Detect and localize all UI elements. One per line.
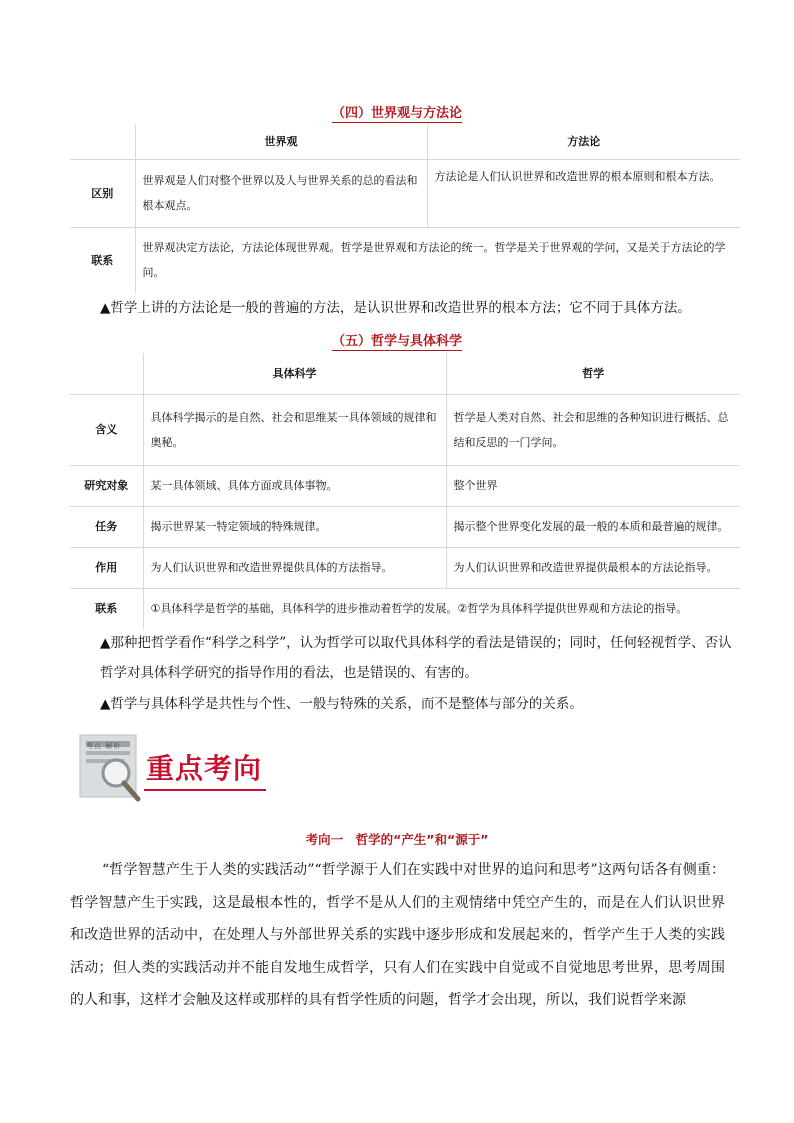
table-header-row [70,353,740,394]
cell-philosophy-function: 为人们认识世界和改造世界提供最根本的方法论指导。 [446,547,740,588]
kaoxiang1-title: 考向一 哲学的“产生”和“源于” [305,832,489,847]
kaoxiang1-paragraph: “哲学智慧产生于人类的实践活动”“哲学源于人们在实践中对世界的追问和思考”这两句话各有侧重：哲学智慧产生于实践，这是最根本性的，哲学不是从人们的主观情绪中凭空产生的，而是在人们认识世界和改造世界的活动中，在处理人与外部世界关系的实践中逐步形成和发展起来的，哲学产生于人类的实践活动；但人类的实践活动并不能自发地生成哲学，只有人们在实践中自觉或不自觉地思考世界，思考周围的人和事，这样才会触及这样或那样的具有哲学性质的问题，哲学才会出现，所以，我们说哲学来源 [70,862,725,1008]
philosophy-science-table [70,353,740,629]
header-specific-science: 具体科学 [143,353,446,394]
cell-methodology-difference: 方法论是人们认识世界和改造世界的根本原则和根本方法。 [427,159,740,227]
cell-philosophy-task: 揭示整个世界变化发展的最一般的本质和最普遍的规律。 [446,506,740,547]
table-row [70,506,740,547]
row-label-connection: 联系 [70,588,143,629]
icon-caption: 考点 解析 [86,742,122,750]
row-label-object: 研究对象 [70,465,143,506]
cell-philosophy-meaning: 哲学是人类对自然、社会和思维的各种知识进行概括、总结和反思的一门学问。 [446,394,740,465]
cell-worldview-difference: 世界观是人们对整个世界以及人与世界关系的总的看法和根本观点。 [135,159,427,227]
banner-underline [144,789,266,791]
table-row [70,588,740,629]
section4-title: （四）世界观与方法论 [331,106,462,121]
cell-connection: ①具体科学是哲学的基础，具体科学的进步推动着哲学的发展。②哲学为具体科学提供世界观和方法论的指导。 [143,588,740,629]
row-label-task: 任务 [70,506,143,547]
worldview-methodology-table [70,125,740,293]
cell-science-meaning: 具体科学揭示的是自然、社会和思维某一具体领域的规律和奥秘。 [143,394,446,465]
table-header-row [70,125,740,159]
row-label-meaning: 含义 [70,394,143,465]
section4-note: ▲哲学上讲的方法论是一般的普遍的方法，是认识世界和改造世界的根本方法；它不同于具体方法。 [100,300,691,316]
banner-title: 重点考向 [146,752,263,785]
key-points-banner [78,733,288,805]
section5-note2: ▲哲学与具体科学是共性与个性、一般与特殊的关系，而不是整体与部分的关系。 [100,696,583,712]
cell-science-object: 某一具体领域、具体方面或具体事物。 [143,465,446,506]
header-empty [70,125,135,159]
table-row [70,394,740,465]
header-methodology: 方法论 [427,125,740,159]
table-row [70,227,740,293]
cell-science-task: 揭示世界某一特定领域的特殊规律。 [143,506,446,547]
cell-connection: 世界观决定方法论，方法论体现世界观。哲学是世界观和方法论的统一。哲学是关于世界观的学问，又是关于方法论的学问。 [135,227,740,293]
table-row [70,465,740,506]
header-worldview: 世界观 [135,125,427,159]
section5-title: （五）哲学与具体科学 [331,334,462,349]
table-row [70,159,740,227]
cell-science-function: 为人们认识世界和改造世界提供具体的方法指导。 [143,547,446,588]
section5-note1: ▲那种把哲学看作“科学之科学”，认为哲学可以取代具体科学的看法是错误的；同时，任何轻视哲学、否认哲学对具体科学研究的指导作用的看法，也是错误的、有害的。 [100,635,732,681]
row-label-function: 作用 [70,547,143,588]
cell-philosophy-object: 整个世界 [446,465,740,506]
row-label-difference: 区别 [70,159,135,227]
row-label-connection: 联系 [70,227,135,293]
header-philosophy: 哲学 [446,353,740,394]
table-row [70,547,740,588]
header-empty [70,353,143,394]
